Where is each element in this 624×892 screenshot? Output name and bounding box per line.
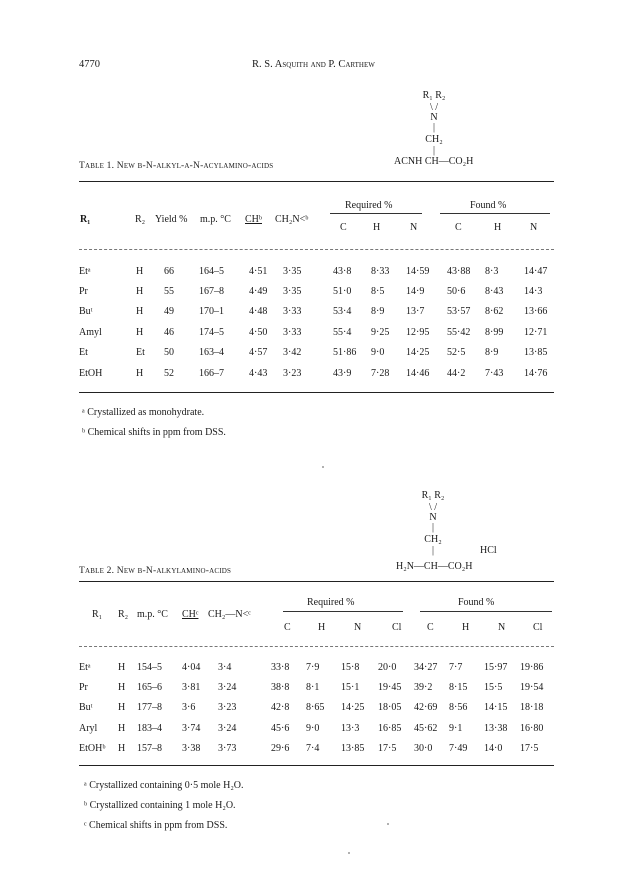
table2-caption: Table 2. New β-N-alkylamino-acids: [79, 566, 232, 576]
table-cell: 4·48: [249, 306, 268, 318]
table-row: [79, 343, 554, 363]
table-cell: 3·24: [218, 722, 237, 734]
table-cell: 14·0: [484, 743, 503, 755]
table-row: [79, 363, 554, 383]
table-cell: 3·35: [283, 265, 302, 277]
table-cell: 52: [164, 367, 174, 379]
table2-col-req-cl: Cl: [392, 622, 402, 633]
table-cell: 8·62: [485, 306, 504, 318]
table2-group-found: Found %: [458, 597, 495, 608]
table-cell: H: [118, 743, 126, 755]
table-cell: 7·43: [485, 367, 504, 379]
table-row: [79, 281, 554, 301]
table-cell: 4·50: [249, 326, 268, 338]
table2-footnote-a: ᵃ Crystallized containing 0·5 mole H₂O.: [84, 780, 244, 791]
table-cell: 50·6: [447, 286, 466, 298]
table-cell: 14·25: [406, 347, 430, 359]
table-cell: 13·3: [341, 722, 360, 734]
table1-col-mp: m.p. °C: [200, 214, 231, 225]
table-cell: H: [118, 661, 126, 673]
table-row: [79, 322, 554, 342]
table1-col-found-h: H: [494, 222, 502, 233]
table-cell: 3·23: [218, 702, 237, 714]
table2-footnote-b: ᵇ Crystallized containing 1 mole H₂O.: [84, 800, 236, 811]
table1-col-found-c: C: [455, 222, 462, 233]
table-cell: 8·43: [485, 286, 504, 298]
table-row: [79, 698, 554, 718]
table-cell: 4·49: [249, 286, 268, 298]
table-cell: 16·80: [520, 722, 544, 734]
table-cell: Etᵃ: [79, 661, 91, 673]
table-cell: 43·8: [333, 265, 352, 277]
table-cell: 38·8: [271, 682, 290, 694]
page-number: 4770: [79, 59, 100, 70]
table-cell: 8·33: [371, 265, 390, 277]
table1-col-ch2n: CH₂N<ᵇ: [275, 214, 309, 225]
table-cell: 8·99: [485, 326, 504, 338]
structure-hcl: HCl: [480, 545, 497, 556]
table-cell: 15·97: [484, 661, 508, 673]
table-cell: 7·49: [449, 743, 468, 755]
table-cell: 3·81: [182, 682, 201, 694]
table-cell: 14·3: [524, 286, 543, 298]
structure-substituents: R₁ R₂: [422, 90, 446, 101]
table-cell: 8·5: [371, 286, 385, 298]
structure-bond: |: [431, 522, 434, 533]
table2-top-rule: [79, 581, 554, 582]
table-cell: 8·9: [485, 347, 499, 359]
table-cell: 177–8: [137, 702, 162, 714]
table-cell: 45·6: [271, 722, 290, 734]
table-cell: 8·1: [306, 682, 320, 694]
table-cell: 33·8: [271, 661, 290, 673]
table-cell: 52·5: [447, 347, 466, 359]
table-cell: 43·9: [333, 367, 352, 379]
structure-ch2: CH₂: [425, 134, 443, 145]
table-cell: Et: [79, 347, 88, 359]
table-row: [79, 718, 554, 738]
table1-bottom-rule: [79, 392, 554, 393]
table-cell: 4·57: [249, 347, 268, 359]
table-cell: 8·15: [449, 682, 468, 694]
structure-bond-2: |: [431, 545, 434, 556]
table-cell: 16·85: [378, 722, 402, 734]
table1-caption: Table 1. New β-N-alkyl-α-N-acylamino-acids: [79, 161, 274, 171]
table-cell: Etᵃ: [79, 265, 91, 277]
table-cell: 20·0: [378, 661, 397, 673]
table-cell: 44·2: [447, 367, 466, 379]
table-cell: 51·86: [333, 347, 357, 359]
table-cell: 50: [164, 347, 174, 359]
table-cell: 51·0: [333, 286, 352, 298]
table-cell: 14·15: [484, 702, 508, 714]
table-cell: 8·56: [449, 702, 468, 714]
table-cell: 14·76: [524, 367, 548, 379]
table-cell: 9·0: [306, 722, 320, 734]
table-cell: 19·86: [520, 661, 544, 673]
table-cell: 19·54: [520, 682, 544, 694]
structure-nitrogen: N: [429, 512, 437, 523]
table-row: [79, 261, 554, 281]
table1-col-found-n: N: [530, 222, 538, 233]
table-cell: 163–4: [199, 347, 224, 359]
table2-col-found-cl: Cl: [533, 622, 543, 633]
table-cell: 18·18: [520, 702, 544, 714]
table-cell: 49: [164, 306, 174, 318]
structure-bond-2: |: [432, 145, 435, 156]
table-cell: 29·6: [271, 743, 290, 755]
table-cell: 55·4: [333, 326, 352, 338]
table-cell: H: [136, 265, 144, 277]
table-cell: 3·24: [218, 682, 237, 694]
table2-bottom-rule: [79, 765, 554, 766]
table1-found-underline: [440, 213, 550, 214]
table2-required-underline: [283, 611, 403, 612]
table-cell: 167–8: [199, 286, 224, 298]
speck: [322, 466, 324, 468]
table1-col-req-h: H: [373, 222, 381, 233]
table-cell: Pr: [79, 286, 88, 298]
table-cell: H: [136, 306, 144, 318]
table-cell: 154–5: [137, 661, 162, 673]
speck: [348, 852, 350, 854]
table-cell: 9·25: [371, 326, 390, 338]
table-cell: 14·59: [406, 265, 430, 277]
table-cell: 15·8: [341, 661, 360, 673]
table2-header-rule: [79, 646, 554, 647]
table-cell: 55·42: [447, 326, 471, 338]
table1-col-req-c: C: [340, 222, 347, 233]
table2-col-ch: CHᶜ: [182, 609, 199, 620]
table2-footnote-c: ᶜ Chemical shifts in ppm from DSS.: [84, 820, 228, 831]
table2-col-ch2n: CH₂—N<ᶜ: [208, 609, 251, 620]
table-cell: 42·8: [271, 702, 290, 714]
table-cell: 17·5: [378, 743, 397, 755]
table1-col-r1: R₁: [80, 214, 91, 225]
table-cell: 13·66: [524, 306, 548, 318]
table-cell: 43·88: [447, 265, 471, 277]
table-cell: 14·47: [524, 265, 548, 277]
table-cell: 4·51: [249, 265, 268, 277]
table-cell: 53·57: [447, 306, 471, 318]
table-row: [79, 302, 554, 322]
table-cell: 30·0: [414, 743, 433, 755]
table1-group-required: Required %: [345, 200, 393, 211]
table-row: [79, 677, 554, 697]
structure-ch2: CH₂: [424, 534, 442, 545]
table1-footnote-a: ᵃ Crystallized as monohydrate.: [82, 407, 205, 418]
structure-bond: |: [432, 122, 435, 133]
structure-backbone: H₂N—CH—CO₂H: [396, 561, 473, 572]
table-cell: 46: [164, 326, 174, 338]
table-cell: H: [118, 682, 126, 694]
table-cell: 7·9: [306, 661, 320, 673]
table-cell: EtOH: [79, 367, 103, 379]
table2-col-r1: R₁: [92, 609, 103, 620]
table1-top-rule: [79, 181, 554, 182]
table-cell: 183–4: [137, 722, 162, 734]
table-cell: 166–7: [199, 367, 224, 379]
table-cell: Pr: [79, 682, 88, 694]
table-cell: Aryl: [79, 722, 98, 734]
table1-footnote-b: ᵇ Chemical shifts in ppm from DSS.: [82, 427, 226, 438]
table-cell: 14·25: [341, 702, 365, 714]
table-row: [79, 739, 554, 759]
table1-body: [79, 261, 554, 383]
table-cell: 42·69: [414, 702, 438, 714]
table1-col-yield: Yield %: [155, 214, 188, 225]
table-cell: EtOHᵇ: [79, 743, 106, 755]
table2-col-mp: m.p. °C: [137, 609, 168, 620]
table-cell: 3·23: [283, 367, 302, 379]
table2-col-req-c: C: [284, 622, 291, 633]
table-cell: 13·7: [406, 306, 425, 318]
table1-group-found: Found %: [470, 200, 507, 211]
running-head: R. S. Asquith and P. Carthew: [252, 59, 375, 70]
table-cell: 8·3: [485, 265, 499, 277]
table-cell: 3·6: [182, 702, 196, 714]
table-cell: 45·62: [414, 722, 438, 734]
table2-group-required: Required %: [307, 597, 355, 608]
table2-found-underline: [420, 611, 552, 612]
table-cell: 8·9: [371, 306, 385, 318]
table-cell: 3·33: [283, 306, 302, 318]
table-cell: 3·35: [283, 286, 302, 298]
table-cell: 15·1: [341, 682, 360, 694]
table-cell: Amyl: [79, 326, 102, 338]
table-cell: 14·46: [406, 367, 430, 379]
structure-backbone: ACNH CH—CO₂H: [394, 156, 474, 167]
table-cell: 7·4: [306, 743, 320, 755]
table-cell: 9·1: [449, 722, 463, 734]
table-cell: 34·27: [414, 661, 438, 673]
table2-body: [79, 657, 554, 759]
table-cell: 7·28: [371, 367, 390, 379]
structure-bonds: \ /: [428, 502, 438, 513]
table-cell: 14·9: [406, 286, 425, 298]
table-cell: 4·43: [249, 367, 268, 379]
table-cell: 170–1: [199, 306, 224, 318]
table-cell: Et: [136, 347, 145, 359]
table-cell: H: [118, 702, 126, 714]
table-cell: 12·95: [406, 326, 430, 338]
table-cell: 39·2: [414, 682, 433, 694]
table-cell: H: [136, 367, 144, 379]
speck: [387, 823, 389, 825]
table2-col-found-h: H: [462, 622, 470, 633]
table2-col-req-n: N: [354, 622, 362, 633]
table-cell: 3·73: [218, 743, 237, 755]
table-cell: 165–6: [137, 682, 162, 694]
table-cell: 8·65: [306, 702, 325, 714]
table2-col-req-h: H: [318, 622, 326, 633]
table-cell: 18·05: [378, 702, 402, 714]
table-cell: 7·7: [449, 661, 463, 673]
table-cell: 3·74: [182, 722, 201, 734]
table-cell: 13·38: [484, 722, 508, 734]
table-cell: 3·42: [283, 347, 302, 359]
table-cell: 15·5: [484, 682, 503, 694]
table-cell: 13·85: [341, 743, 365, 755]
table-cell: Buᵗ: [79, 306, 93, 318]
table2-col-found-c: C: [427, 622, 434, 633]
table-cell: H: [118, 722, 126, 734]
table-cell: 53·4: [333, 306, 352, 318]
table-cell: 9·0: [371, 347, 385, 359]
table2-col-found-n: N: [498, 622, 506, 633]
table-row: [79, 657, 554, 677]
table1-col-req-n: N: [410, 222, 418, 233]
table-cell: 3·38: [182, 743, 201, 755]
table1-header-rule: [79, 249, 554, 250]
table-cell: 3·33: [283, 326, 302, 338]
table-cell: 13·85: [524, 347, 548, 359]
table-cell: 174–5: [199, 326, 224, 338]
table-cell: 66: [164, 265, 174, 277]
structure-substituents: R₁ R₂: [421, 490, 445, 501]
table1-col-r2: R₂: [135, 214, 146, 225]
table2-col-r2: R₂: [118, 609, 129, 620]
table-cell: 4·04: [182, 661, 201, 673]
structure-bonds: \ /: [429, 102, 439, 113]
table-cell: 12·71: [524, 326, 548, 338]
table-cell: 3·4: [218, 661, 232, 673]
structure-nitrogen: N: [430, 112, 438, 123]
table-cell: Buᵗ: [79, 702, 93, 714]
table-cell: 164–5: [199, 265, 224, 277]
table-cell: H: [136, 326, 144, 338]
table-cell: 55: [164, 286, 174, 298]
table-cell: 17·5: [520, 743, 539, 755]
table-cell: H: [136, 286, 144, 298]
table-cell: 19·45: [378, 682, 402, 694]
table1-required-underline: [330, 213, 422, 214]
table1-col-ch: CHᵇ: [245, 214, 262, 225]
table-cell: 157–8: [137, 743, 162, 755]
